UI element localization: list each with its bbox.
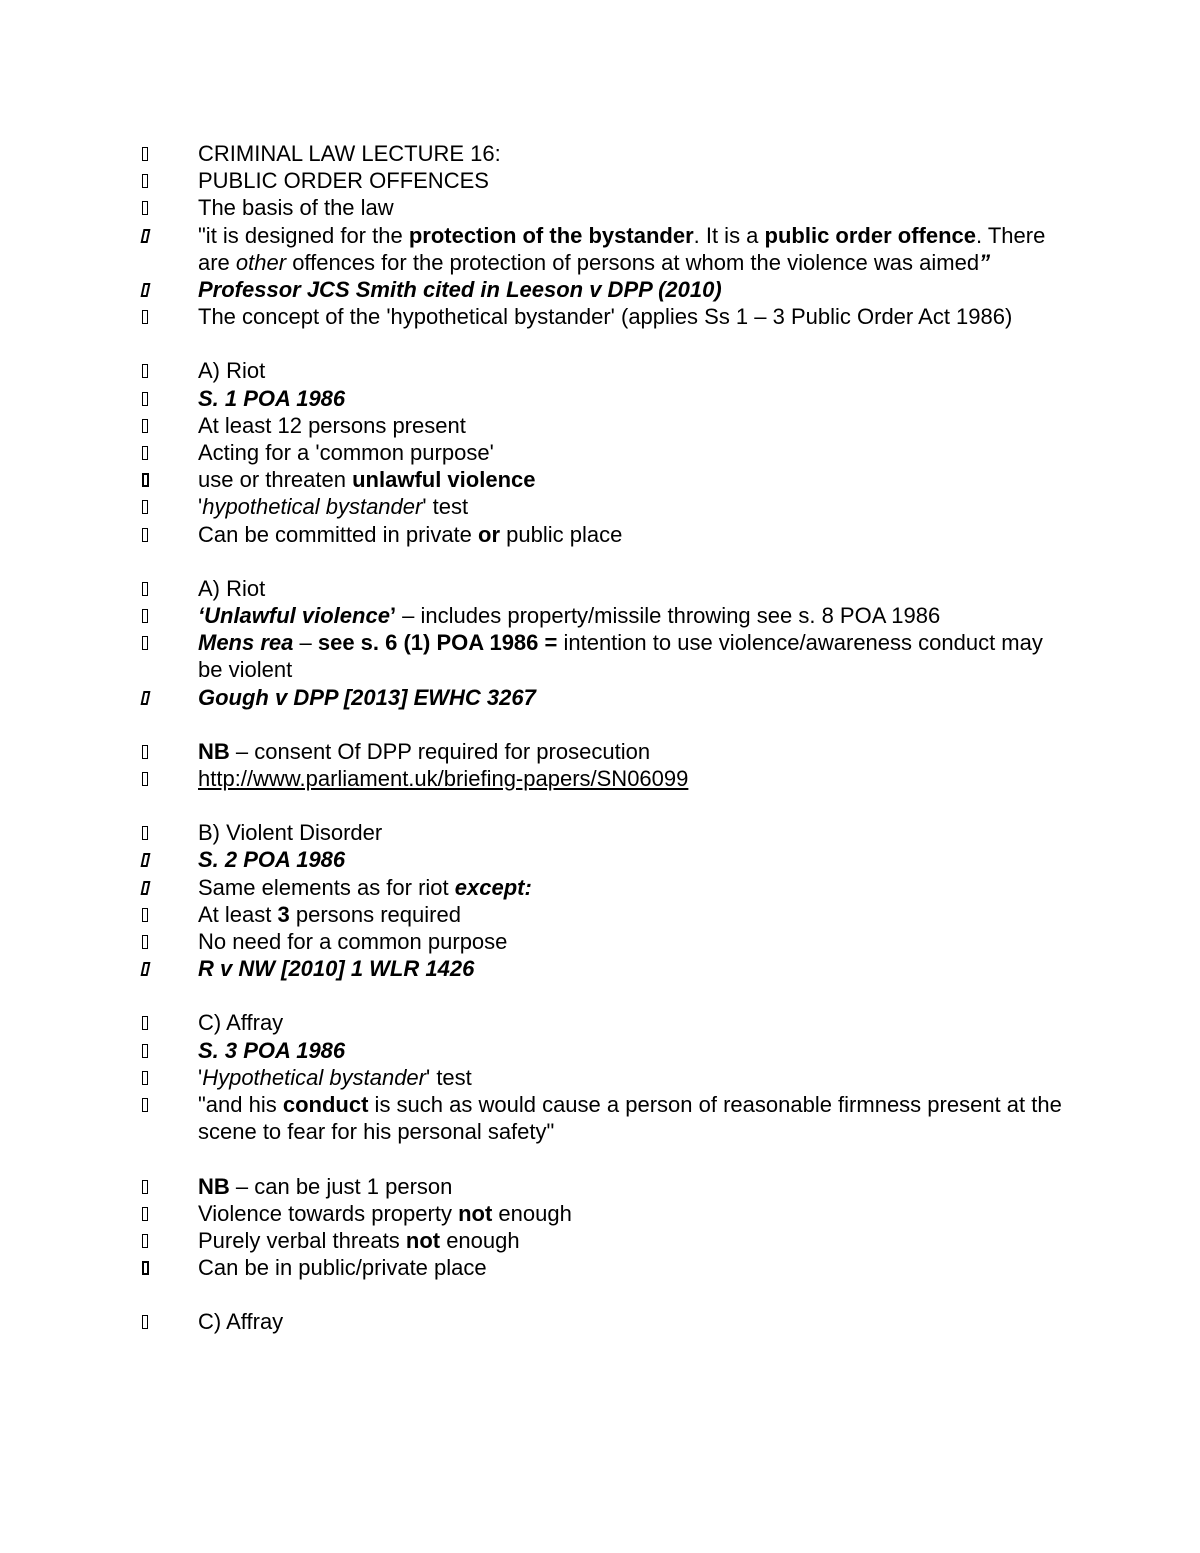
bullet-box-icon [142,846,156,873]
text-segment: The basis of the law [198,195,394,221]
bullet-item [0,629,1068,683]
bullet-box-icon [142,303,156,330]
text-segment: . There are [198,222,1046,275]
bold-text: not [458,1200,493,1226]
text-segment: ' [198,494,203,520]
bullet-box-icon [142,819,156,846]
bullet-item [0,1091,1068,1145]
italic-text: other [235,249,287,275]
bold-italic-text [198,685,536,710]
bullet-item [0,684,1068,711]
bold-text: see s. 6 (1) POA 1986 = [317,630,558,656]
bullet-box-icon [142,1091,156,1118]
italic-text: Hypothetical bystander [202,1064,426,1090]
bullet-box-icon [142,222,156,249]
bullet-item [0,357,1068,384]
text-segment: intention to use violence/awareness conduct may be violent [198,630,1043,683]
bold-text: NB [198,738,230,764]
bold-italic-text [455,875,532,900]
bullet-box-icon [142,1064,156,1091]
text-segment: CRIMINAL LAW LECTURE 16: [198,141,501,166]
bullet-item [0,1227,1068,1254]
text-segment: PUBLIC ORDER OFFENCES [198,168,489,194]
bullet-box-icon [142,738,156,765]
bullet-box-icon [142,955,156,982]
bold-italic-text [198,386,345,411]
text-segment: ‘Unlawful violence [198,603,390,629]
bullet-item [0,1200,1068,1227]
bullet-box-icon [142,1200,156,1227]
bullet-box-icon [142,602,156,629]
italic-text: hypothetical bystander [202,494,423,520]
text-segment: except: [454,874,532,900]
bullet-box-icon [142,1009,156,1036]
bullet-box-icon [142,1173,156,1200]
bold-text: protection of the bystander [408,222,694,248]
text-segment: – [293,630,318,656]
bullet-box-icon [142,1227,156,1254]
text-segment: At least [198,901,278,927]
bullet-item [0,412,1068,439]
bullet-item [0,1037,1068,1064]
bold-text: 3 [277,901,290,927]
text-segment: The concept of the 'hypothetical bystander' (applies Ss 1 – 3 Public Order Act 1986) [198,304,1013,330]
bullet-item [0,1009,1068,1036]
bullet-item [0,1254,1068,1281]
text-segment: Purely verbal threats [198,1227,406,1253]
text-segment: "it is designed for the [198,222,409,248]
text-segment: Violence towards property [198,1200,459,1226]
text-segment: C) Affray [198,1309,284,1335]
text-segment: At least 12 persons present [198,412,466,438]
bullet-box-icon [142,357,156,384]
bullet-box-icon [142,194,156,221]
bullet-box-icon [142,466,156,493]
bullet-box-icon [142,276,156,303]
bold-italic-text [198,1038,345,1063]
bullet-item [0,575,1068,602]
bullet-item [0,1173,1068,1200]
bullet-item [0,602,1068,629]
bold-italic-text [198,956,474,981]
text-segment: enough [440,1227,520,1253]
bullet-box-icon [142,629,156,656]
bullet-box-icon [142,1037,156,1064]
bullet-item [0,928,1068,955]
bullet-box-icon [142,575,156,602]
bullet-item [0,874,1068,901]
text-segment: Mens rea [198,630,294,656]
bullet-item [0,819,1068,846]
bold-text: ’ [389,603,397,629]
bold-text: conduct [282,1092,369,1118]
bullet-item [0,194,1068,221]
text-segment: Same elements as for riot [198,874,455,900]
bold-text: unlawful violence [352,467,536,493]
bold-italic-text [198,847,345,872]
bullet-box-icon [142,901,156,928]
text-segment: enough [492,1200,572,1226]
text-segment: – includes property/missile throwing see s. 8 POA 1986 [396,603,941,629]
bullet-item [0,276,1068,303]
text-segment: ' test [426,1064,472,1090]
bold-text: or [478,521,501,547]
bullet-item [0,222,1068,276]
text-segment: "and his [198,1092,283,1118]
text-segment: B) Violent Disorder [198,820,383,846]
bullet-box-icon [142,493,156,520]
text-segment: ' test [422,494,469,520]
text-segment: C) Affray [198,1010,284,1036]
briefing-paper-link[interactable]: http://www.parliament.uk/briefing-papers/SN06099 [198,766,689,792]
document-page [0,140,1200,1336]
bullet-box-icon [142,140,156,167]
bold-text: NB [198,1173,230,1199]
bold-text: public order offence [764,222,977,248]
text-segment: Professor JCS Smith cited in Leeson v DPP (2010) [198,277,722,303]
text-segment: Can be committed in private [198,521,479,547]
bullet-box-icon [142,765,156,792]
bullet-box-icon [142,684,156,711]
text-segment: ” [979,249,991,275]
bullet-box-icon [142,167,156,194]
text-segment: is such as would cause a person of reasonable firmness present at the scene to fear for his personal safety" [198,1092,1062,1145]
bullet-item [0,303,1068,330]
bold-italic-text [979,250,990,275]
bullet-item [0,140,1068,167]
text-segment: No need for a common purpose [198,929,508,955]
bullet-item [0,385,1068,412]
text-segment: A) Riot [198,358,266,384]
bullet-box-icon [142,412,156,439]
bullet-item [0,466,1068,493]
bullet-item [0,1064,1068,1091]
bullet-box-icon [142,439,156,466]
bullet-box-icon [142,928,156,955]
bullet-box-icon [142,1308,156,1335]
bullet-box-icon [142,874,156,901]
text-segment: ' [198,1064,203,1090]
bullet-box-icon [142,1254,156,1281]
text-segment: use or threaten [198,467,353,493]
text-segment: – can be just 1 person [229,1173,453,1199]
bold-italic-text [198,630,293,655]
bullet-item [0,765,1068,792]
bullet-item [0,521,1068,548]
text-segment: Acting for a 'common purpose' [198,440,494,466]
text-segment: S. 1 POA 1986 [198,385,346,411]
bold-italic-text [198,277,722,302]
bullet-item [0,901,1068,928]
text-segment: offences for the protection of persons at whom the violence was aimed [286,249,980,275]
bullet-item [0,493,1068,520]
bullet-item [0,738,1068,765]
bullet-item [0,167,1068,194]
text-segment: public place [500,521,623,547]
text-segment: A) Riot [198,575,266,601]
bold-italic-text [198,603,390,628]
bullet-item [0,1308,1068,1335]
text-segment: R v NW [2010] 1 WLR 1426 [198,956,475,982]
bullet-item [0,846,1068,873]
text-segment: Gough v DPP [2013] EWHC 3267 [198,684,536,710]
text-segment: persons required [289,901,461,927]
bullet-item [0,439,1068,466]
text-segment: Can be in public/private place [198,1255,487,1281]
text-segment: – consent Of DPP required for prosecution [229,738,651,764]
bold-text: not [405,1227,441,1253]
text-segment: S. 2 POA 1986 [198,847,346,873]
bullet-box-icon [142,385,156,412]
bullet-item [0,955,1068,982]
bullet-box-icon [142,521,156,548]
text-segment: . It is a [693,222,765,248]
text-segment: S. 3 POA 1986 [198,1037,346,1063]
